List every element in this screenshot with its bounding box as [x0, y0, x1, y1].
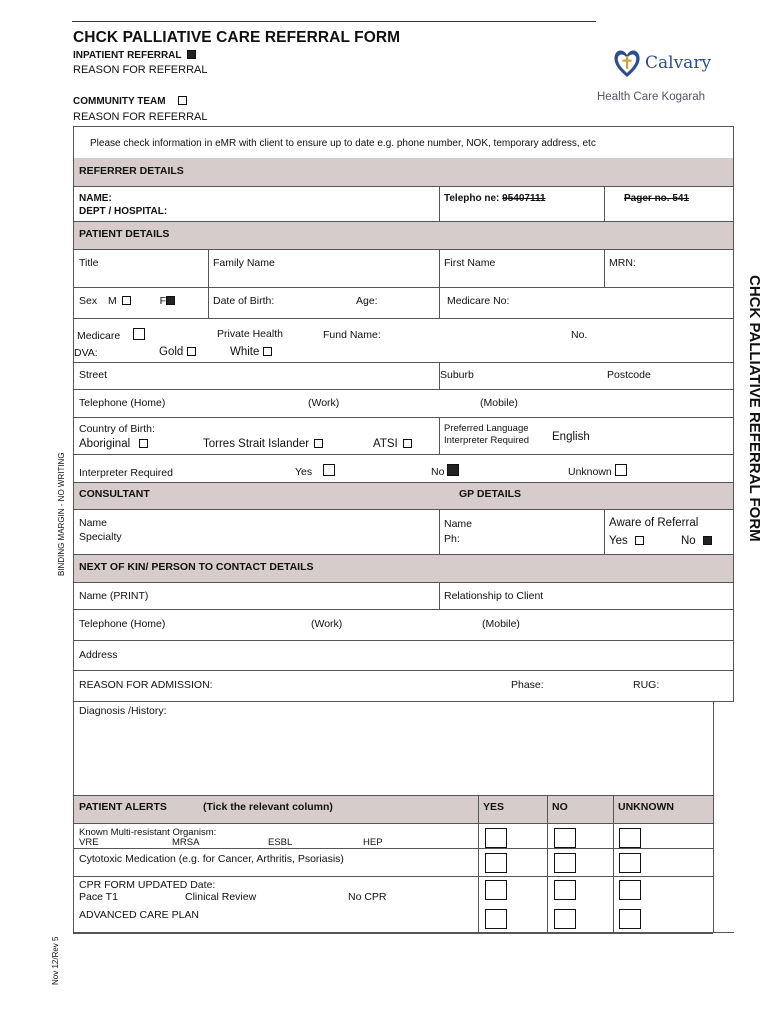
torres-label: Torres Strait Islander [203, 438, 310, 450]
address-label: Address [79, 649, 118, 661]
nok-tel-home-label: Telephone (Home) [79, 618, 166, 630]
sex-field [79, 295, 175, 307]
title-label: Title [79, 257, 99, 269]
community-option[interactable] [73, 96, 187, 107]
interpreter-no-label: No [431, 466, 445, 478]
sex-f-label: F [159, 295, 167, 307]
alerts-yes-header: YES [483, 801, 505, 813]
sex-m-checkbox[interactable] [122, 296, 131, 305]
white-checkbox[interactable] [263, 347, 272, 356]
binding-margin-note: BINDING MARGIN - NO WRITING [57, 452, 66, 576]
alerts-tick-note: (Tick the relevant column) [203, 801, 333, 813]
gp-heading: GP DETAILS [459, 488, 522, 500]
aboriginal-option[interactable] [79, 438, 148, 450]
torres-checkbox[interactable] [314, 439, 323, 448]
acp-yes-checkbox[interactable] [485, 909, 507, 929]
aware-no-checkbox[interactable] [703, 536, 712, 545]
esbl-label: ESBL [268, 837, 293, 848]
cpr-label: CPR FORM UPDATED Date: [79, 879, 216, 891]
sex-f-checkbox[interactable] [166, 296, 175, 305]
logo-brand: Calvary [645, 53, 712, 73]
cpr-yes-checkbox[interactable] [485, 880, 507, 900]
referrer-telephone [444, 193, 546, 204]
no-cpr-label: No CPR [348, 891, 387, 903]
reason-label-1: REASON FOR REFERRAL [73, 64, 208, 76]
inpatient-label: INPATIENT REFERRAL [73, 50, 182, 61]
medicare-option[interactable] [77, 328, 145, 342]
form-title: CHCK PALLIATIVE CARE REFERRAL FORM [73, 29, 401, 46]
age-label: Age: [356, 295, 378, 307]
mro-yes-checkbox[interactable] [485, 828, 507, 848]
atsi-option[interactable] [373, 438, 412, 450]
alerts-heading: PATIENT ALERTS [79, 801, 167, 813]
inpatient-checkbox[interactable] [187, 50, 196, 59]
aware-yes-checkbox[interactable] [635, 536, 644, 545]
referrer-dept-label: DEPT / HOSPITAL: [79, 206, 168, 217]
reason-label-2: REASON FOR REFERRAL [73, 111, 208, 123]
reason-admission-label: REASON FOR ADMISSION: [79, 679, 213, 691]
aware-no-label: No [681, 535, 696, 547]
revision-note: Nov 12/Rev 5 [51, 936, 60, 985]
nok-work-label: (Work) [311, 618, 343, 630]
logo-subtitle: Health Care Kogarah [597, 91, 706, 103]
aware-yes-option[interactable] [609, 535, 644, 547]
patient-tel-home-label: Telephone (Home) [79, 397, 166, 409]
nok-mobile-label: (Mobile) [482, 618, 520, 630]
sex-m-label: M [108, 295, 117, 307]
cpr-unknown-checkbox[interactable] [619, 880, 641, 900]
atsi-checkbox[interactable] [403, 439, 412, 448]
patient-heading: PATIENT DETAILS [79, 228, 170, 240]
telephone-label: Telepho ne: [444, 193, 500, 204]
alerts-no-header: NO [552, 801, 568, 813]
sex-label: Sex [79, 295, 98, 307]
torres-option[interactable] [203, 438, 323, 450]
interpreter-no-checkbox[interactable] [447, 464, 459, 476]
gold-label: Gold [159, 346, 184, 358]
interpreter-required-small: Interpreter Required [444, 435, 530, 446]
heart-cross-icon [612, 47, 642, 79]
acp-unknown-checkbox[interactable] [619, 909, 641, 929]
diagnosis-label: Diagnosis /History: [79, 705, 167, 717]
gp-phone-label: Ph: [444, 533, 460, 545]
interpreter-unknown-checkbox[interactable] [615, 464, 627, 476]
gold-checkbox[interactable] [187, 347, 196, 356]
alerts-unknown-header: UNKNOWN [618, 801, 674, 813]
consultant-heading: CONSULTANT [79, 488, 150, 500]
community-label: COMMUNITY TEAM [73, 96, 166, 107]
inpatient-option[interactable] [73, 50, 196, 61]
hep-label: HEP [363, 837, 383, 848]
interpreter-no-option[interactable] [431, 464, 459, 478]
cytotoxic-label: Cytotoxic Medication (e.g. for Cancer, Arthritis, Psoriasis) [79, 853, 344, 865]
interpreter-required-label: Interpreter Required [79, 467, 173, 479]
interpreter-yes-checkbox[interactable] [323, 464, 335, 476]
postcode-label: Postcode [607, 369, 651, 381]
pace-label: Pace T1 [79, 891, 118, 903]
acp-no-checkbox[interactable] [554, 909, 576, 929]
notice: Please check information in eMR with client to ensure up to date e.g. phone number, NOK, temporary address, etc [90, 138, 596, 149]
vre-label: VRE [79, 837, 99, 848]
referrer-heading: REFERRER DETAILS [79, 165, 184, 177]
cytotoxic-unknown-checkbox[interactable] [619, 853, 641, 873]
medicare-no-label: Medicare No: [447, 295, 510, 307]
aware-yes-label: Yes [609, 535, 628, 547]
clinical-review-label: Clinical Review [185, 891, 257, 903]
cytotoxic-no-checkbox[interactable] [554, 853, 576, 873]
community-checkbox[interactable] [178, 96, 187, 105]
street-label: Street [79, 369, 108, 381]
medicare-label: Medicare [77, 330, 121, 342]
aware-no-option[interactable] [681, 535, 712, 547]
mro-no-checkbox[interactable] [554, 828, 576, 848]
interpreter-yes-label: Yes [295, 466, 313, 478]
private-health-label: Private Health [217, 328, 283, 340]
first-name-label: First Name [444, 257, 496, 269]
dva-gold-option[interactable] [159, 346, 196, 358]
referrer-name-label: NAME: [79, 193, 112, 204]
nok-heading: NEXT OF KIN/ PERSON TO CONTACT DETAILS [79, 561, 314, 573]
relationship-label: Relationship to Client [444, 590, 544, 602]
mro-label: Known Multi-resistant Organism: [79, 827, 217, 838]
calvary-logo [612, 47, 642, 82]
suburb-label: Suburb [440, 369, 474, 381]
language-value: English [552, 431, 590, 443]
phase-label: Phase: [511, 679, 544, 691]
aboriginal-checkbox[interactable] [139, 439, 148, 448]
cytotoxic-yes-checkbox[interactable] [485, 853, 507, 873]
patient-work-label: (Work) [308, 397, 340, 409]
telephone-value: 95407111 [502, 193, 546, 204]
rug-label: RUG: [633, 679, 660, 691]
consultant-specialty-label: Specialty [79, 531, 122, 543]
dob-label: Date of Birth: [213, 295, 275, 307]
nok-name-label: Name (PRINT) [79, 590, 149, 602]
mrsa-label: MRSA [172, 837, 200, 848]
atsi-label: ATSI [373, 438, 398, 450]
gp-name-label: Name [444, 518, 473, 530]
interpreter-unknown-label: Unknown [568, 466, 612, 478]
medicare-checkbox[interactable] [133, 328, 145, 340]
fund-no-label: No. [571, 329, 588, 341]
side-title: CHCK PALLIATIVE REFERRAL FORM [746, 275, 763, 542]
white-label: White [230, 346, 260, 358]
aware-referral-label: Aware of Referral [609, 517, 699, 529]
mrn-label: MRN: [609, 257, 636, 269]
preferred-language-label: Preferred Language [444, 423, 529, 434]
cpr-no-checkbox[interactable] [554, 880, 576, 900]
mro-unknown-checkbox[interactable] [619, 828, 641, 848]
patient-mobile-label: (Mobile) [480, 397, 518, 409]
interpreter-unknown-option[interactable] [568, 464, 627, 478]
dva-label: DVA: [74, 347, 98, 359]
family-name-label: Family Name [213, 257, 275, 269]
aboriginal-label: Aboriginal [79, 438, 131, 450]
fund-name-label: Fund Name: [323, 329, 381, 341]
consultant-name-label: Name [79, 517, 108, 529]
dva-white-option[interactable] [230, 346, 272, 358]
interpreter-yes-option[interactable] [295, 464, 335, 478]
pager-number: Pager no. 541 [624, 193, 690, 204]
acp-label: ADVANCED CARE PLAN [79, 909, 200, 921]
country-label: Country of Birth: [79, 423, 155, 435]
